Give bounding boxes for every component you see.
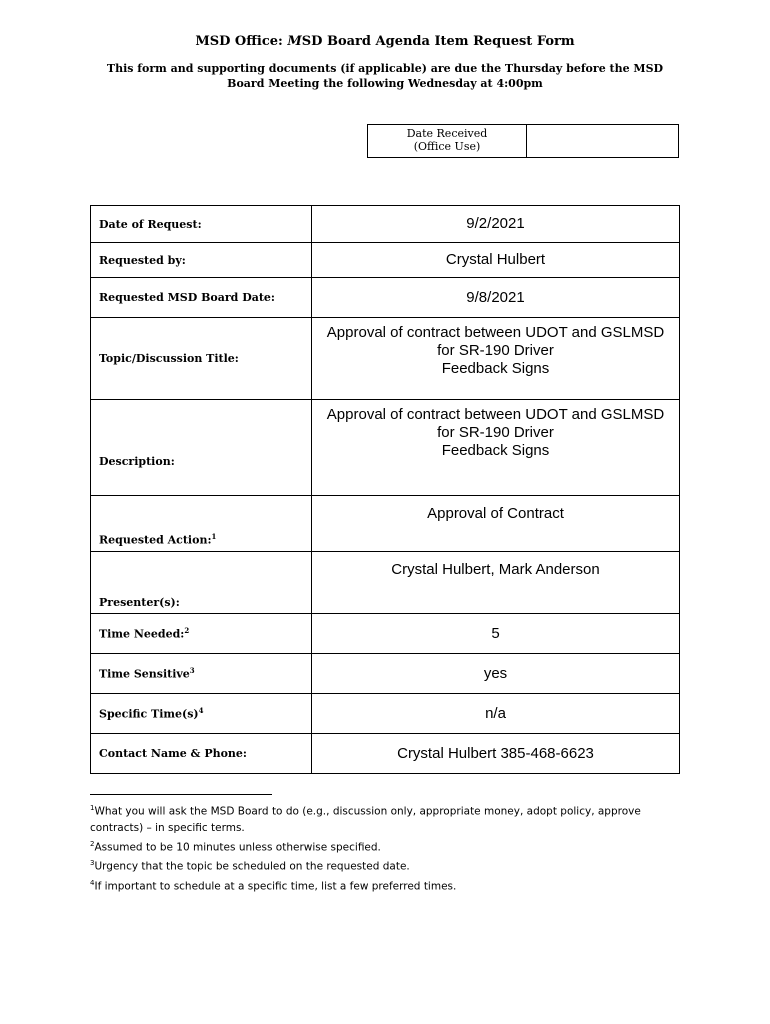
footnote-ref-4: 4 xyxy=(198,706,204,716)
row-board-date xyxy=(91,278,680,318)
date-received-box xyxy=(367,124,679,158)
topic-line3: Feedback Signs xyxy=(441,360,550,377)
contact-label: Contact Name & Phone: xyxy=(91,734,312,774)
requested-action-label xyxy=(91,496,312,552)
date-received-label xyxy=(368,125,527,157)
footnote-2-num: 2 xyxy=(90,839,95,848)
requested-action-value[interactable]: Approval of Contract xyxy=(312,496,680,552)
row-time-sensitive xyxy=(91,654,680,694)
row-presenters xyxy=(91,552,680,614)
form-title xyxy=(0,34,770,49)
topic-label: Topic/Discussion Title: xyxy=(91,318,312,400)
board-date-value[interactable]: 9/8/2021 xyxy=(312,278,680,318)
contact-value[interactable]: Crystal Hulbert 385-468-6623 xyxy=(312,734,680,774)
date-received-label-line1: Date Received xyxy=(406,127,488,140)
requested-action-label-text: Requested Action: xyxy=(99,534,212,547)
topic-line2: for SR-190 Driver xyxy=(437,342,554,359)
date-received-value[interactable] xyxy=(527,125,678,157)
specific-time-label-text: Specific Time(s) xyxy=(99,707,199,721)
row-description xyxy=(91,400,680,496)
footnote-ref-1: 1 xyxy=(211,532,217,542)
specific-time-label xyxy=(91,694,312,734)
time-sensitive-value[interactable]: yes xyxy=(312,654,680,694)
footnote-ref-2: 2 xyxy=(184,626,190,636)
row-specific-time xyxy=(91,694,680,734)
row-time-needed xyxy=(91,614,680,654)
date-received-label-line2: (Office Use) xyxy=(413,140,481,153)
footnote-ref-3: 3 xyxy=(189,666,195,676)
title-prefix: MSD Office: xyxy=(195,34,288,49)
footnote-2-text: Assumed to be 10 minutes unless otherwise specified. xyxy=(94,841,381,853)
footnote-2 xyxy=(90,836,650,856)
description-line1: Approval of contract between UDOT and GSLMSD xyxy=(326,406,665,423)
requested-by-label: Requested by: xyxy=(91,243,312,278)
footnote-divider xyxy=(90,794,272,795)
board-date-label: Requested MSD Board Date: xyxy=(91,278,312,318)
time-sensitive-label-text: Time Sensitive xyxy=(99,667,190,681)
date-of-request-value[interactable]: 9/2/2021 xyxy=(312,206,680,243)
footnote-1-num: 1 xyxy=(90,804,95,812)
footnote-4 xyxy=(90,875,650,895)
specific-time-value[interactable]: n/a xyxy=(312,694,680,734)
description-label: Description: xyxy=(91,400,312,496)
date-of-request-label: Date of Request: xyxy=(91,206,312,243)
row-requested-by xyxy=(91,243,680,278)
form-subtitle: This form and supporting documents (if applicable) are due the Thursday before the MSD Board Meeting the following Wednesday at 4:00pm xyxy=(106,62,664,90)
title-italic: M xyxy=(287,34,302,49)
row-topic xyxy=(91,318,680,400)
row-date-of-request xyxy=(91,206,680,243)
topic-line1: Approval of contract between UDOT and GSLMSD xyxy=(326,324,665,341)
footnote-3-num: 3 xyxy=(90,859,95,867)
footnote-4-num: 4 xyxy=(90,878,95,887)
row-contact xyxy=(91,734,680,774)
time-needed-label-text: Time Needed: xyxy=(99,627,185,641)
description-value[interactable] xyxy=(312,400,680,496)
title-rest: SD Board Agenda Item Request Form xyxy=(301,34,575,49)
footnote-1 xyxy=(90,800,650,836)
footnote-4-text: If important to schedule at a specific time, list a few preferred times. xyxy=(94,880,457,892)
description-line2: for SR-190 Driver xyxy=(437,424,554,441)
request-form-table xyxy=(90,205,680,774)
row-requested-action xyxy=(91,496,680,552)
footnote-3-text: Urgency that the topic be scheduled on the requested date. xyxy=(94,860,410,873)
presenters-value[interactable]: Crystal Hulbert, Mark Anderson xyxy=(312,552,680,614)
time-needed-label xyxy=(91,614,312,654)
footnote-3 xyxy=(90,855,650,875)
time-needed-value[interactable]: 5 xyxy=(312,614,680,654)
topic-value[interactable] xyxy=(312,318,680,400)
description-line3: Feedback Signs xyxy=(441,442,550,459)
time-sensitive-label xyxy=(91,654,312,694)
requested-by-value[interactable]: Crystal Hulbert xyxy=(312,243,680,278)
footnotes xyxy=(90,800,650,894)
presenters-label: Presenter(s): xyxy=(91,552,312,614)
footnote-1-text: What you will ask the MSD Board to do (e.g., discussion only, appropriate money, adopt policy, approve contracts) – in specific terms. xyxy=(90,805,641,834)
